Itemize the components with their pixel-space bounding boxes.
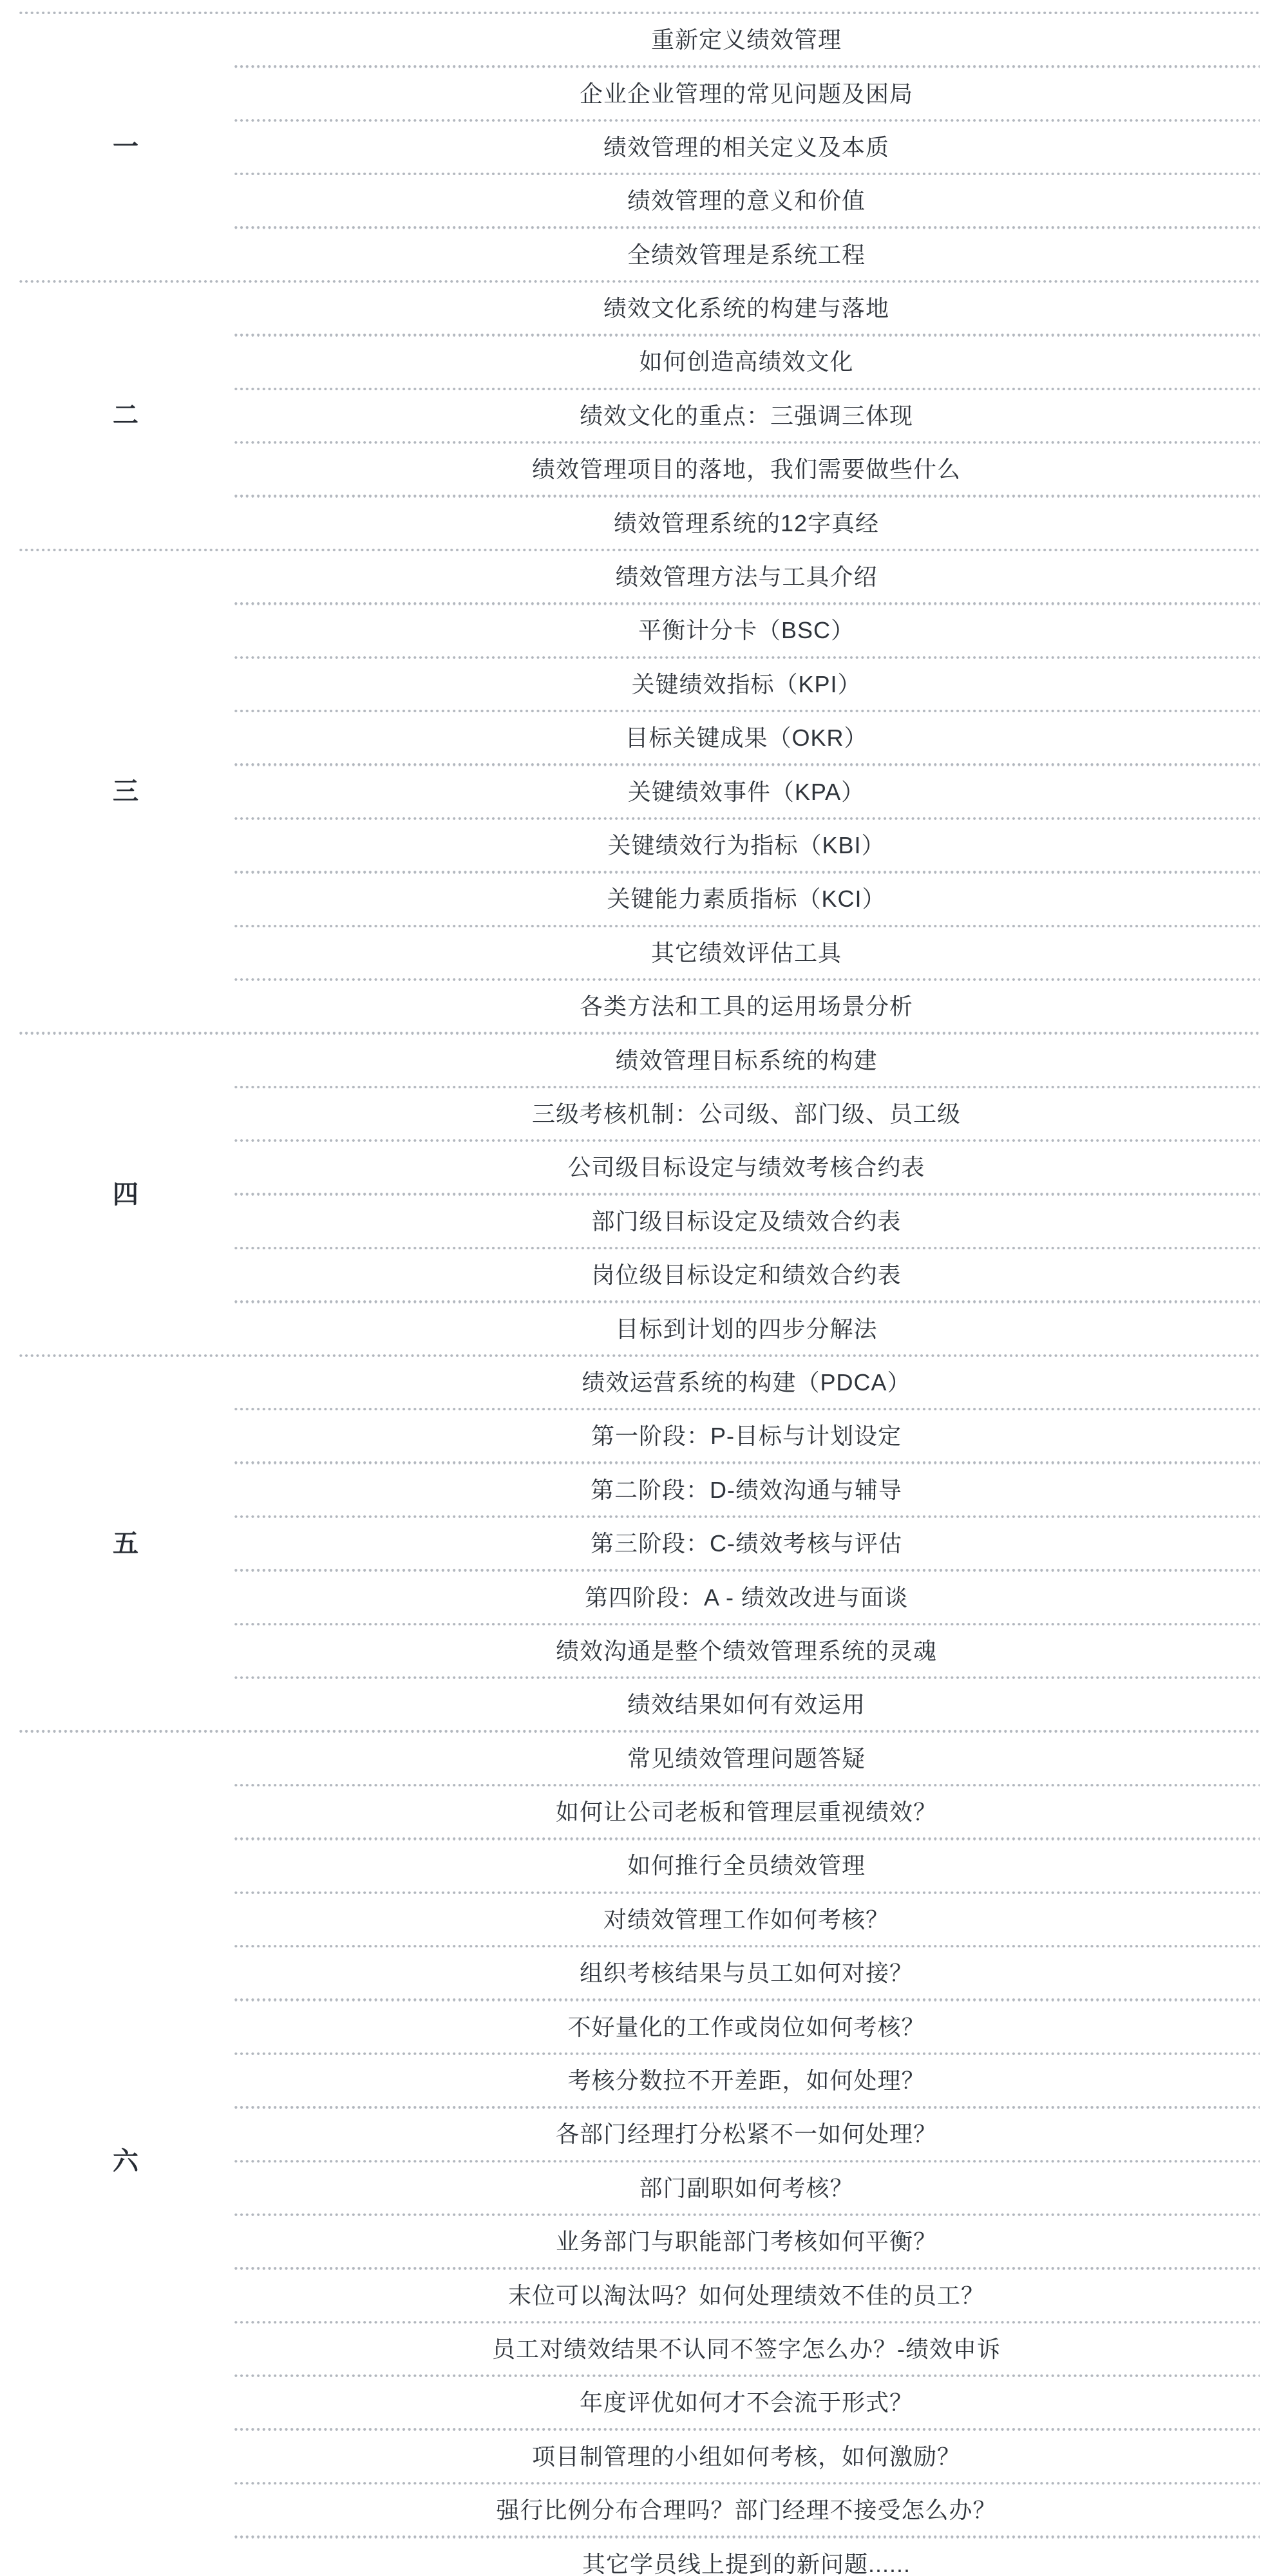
topic-row <box>233 1839 1260 1892</box>
section-topic-list <box>233 281 1260 550</box>
topic-title: 对绩效管理工作如何考核？ <box>603 1906 889 1933</box>
topic-title: 组织考核结果与员工如何对接？ <box>579 1960 913 1987</box>
topic-row <box>233 1946 1260 2000</box>
section-divider-dotted <box>18 1354 1260 1357</box>
topic-title: 目标关键成果（OKR） <box>625 724 868 752</box>
section-number-column <box>18 13 233 281</box>
topic-row <box>233 1732 1260 1785</box>
topic-row <box>233 1409 1260 1463</box>
topic-title: 绩效文化系统的构建与落地 <box>603 295 889 322</box>
topic-row <box>233 1624 1260 1678</box>
topic-row <box>233 13 1260 66</box>
topic-title: 绩效运营系统的构建（PDCA） <box>582 1368 911 1396</box>
topic-title: 全绩效管理是系统工程 <box>627 241 866 268</box>
topic-title: 目标到计划的四步分解法 <box>615 1315 878 1342</box>
section-number-column <box>18 1033 233 1355</box>
section-number-label: 三 <box>113 777 138 806</box>
topic-row <box>233 2000 1260 2054</box>
topic-row <box>233 1302 1260 1355</box>
topic-row <box>233 1248 1260 1302</box>
topic-title: 三级考核机制：公司级、部门级、员工级 <box>531 1100 961 1127</box>
topic-title: 第四阶段：A - 绩效改进与面谈 <box>584 1584 909 1611</box>
topic-title: 第三阶段：C-绩效考核与评估 <box>591 1530 902 1557</box>
topic-title: 绩效结果如何有效运用 <box>627 1691 866 1718</box>
section-divider-dotted <box>18 549 1260 551</box>
topic-title: 项目制管理的小组如何考核，如何激励？ <box>531 2443 961 2470</box>
topic-title: 企业企业管理的常见问题及困局 <box>579 80 913 107</box>
topic-row <box>233 2537 1260 2576</box>
topic-row <box>233 1195 1260 1248</box>
topic-title: 平衡计分卡（BSC） <box>638 617 855 644</box>
topic-row <box>233 1785 1260 1839</box>
topic-title: 岗位级目标设定和绩效合约表 <box>591 1262 902 1289</box>
section-divider-dotted <box>18 1730 1260 1732</box>
topic-title: 绩效管理系统的12字真经 <box>613 509 880 536</box>
topic-title: 如何创造高绩效文化 <box>639 348 854 375</box>
topic-title: 绩效沟通是整个绩效管理系统的灵魂 <box>555 1637 937 1664</box>
topic-title: 绩效管理项目的落地，我们需要做些什么 <box>531 456 961 483</box>
topic-title: 绩效管理的相关定义及本质 <box>603 133 889 160</box>
topic-row <box>233 1570 1260 1624</box>
section-number-column <box>18 1732 233 2576</box>
topic-row <box>233 2376 1260 2429</box>
section-number-label: 六 <box>113 2146 138 2175</box>
topic-row <box>233 1893 1260 1946</box>
topic-title: 员工对绩效结果不认同不签字怎么办？-绩效申诉 <box>492 2335 1001 2362</box>
topic-row <box>233 765 1260 819</box>
topic-title: 第一阶段：P-目标与计划设定 <box>591 1423 902 1450</box>
topic-row <box>233 1141 1260 1194</box>
section-topic-list <box>233 1033 1260 1355</box>
topic-row <box>233 120 1260 174</box>
topic-row <box>233 1033 1260 1086</box>
topic-row <box>233 658 1260 711</box>
topic-title: 考核分数拉不开差距，如何处理？ <box>567 2067 925 2094</box>
section-number-label: 四 <box>113 1180 138 1209</box>
section-number-label: 五 <box>113 1529 138 1558</box>
topic-row <box>233 2483 1260 2537</box>
topic-title: 关键能力素质指标（KCI） <box>607 886 886 913</box>
topic-title: 年度评优如何才不会流于形式？ <box>579 2389 913 2416</box>
topic-row <box>233 980 1260 1033</box>
topic-title: 其它学员线上提到的新问题...... <box>582 2550 911 2576</box>
topic-row <box>233 281 1260 335</box>
topic-row <box>233 1087 1260 1141</box>
topic-row <box>233 2430 1260 2483</box>
topic-row <box>233 1678 1260 1731</box>
topic-title: 绩效管理目标系统的构建 <box>615 1046 878 1074</box>
topic-row <box>233 603 1260 657</box>
section-number-column <box>18 281 233 550</box>
topic-title: 重新定义绩效管理 <box>650 26 842 53</box>
outline-section <box>18 1732 1260 2576</box>
topic-title: 其它绩效评估工具 <box>650 939 842 966</box>
section-topic-list <box>233 1356 1260 1732</box>
topic-title: 不好量化的工作或岗位如何考核？ <box>567 2013 925 2040</box>
outline-section <box>18 550 1260 1034</box>
topic-title: 常见绩效管理问题答疑 <box>627 1745 866 1772</box>
topic-row <box>233 711 1260 764</box>
topic-row <box>233 389 1260 442</box>
topic-title: 绩效文化的重点：三强调三体现 <box>579 402 913 429</box>
topic-title: 关键绩效事件（KPA） <box>627 778 866 805</box>
topic-row <box>233 174 1260 227</box>
topic-title: 绩效管理的意义和价值 <box>627 187 866 214</box>
section-number-column <box>18 1356 233 1732</box>
outline-section <box>18 281 1260 550</box>
section-divider-dotted <box>18 12 1260 14</box>
topic-row <box>233 1356 1260 1409</box>
topic-title: 部门副职如何考核？ <box>639 2174 854 2201</box>
topic-row <box>233 2054 1260 2107</box>
topic-row <box>233 819 1260 872</box>
topic-title: 第二阶段：D-绩效沟通与辅导 <box>591 1476 902 1503</box>
topic-title: 如何让公司老板和管理层重视绩效？ <box>555 1799 937 1826</box>
topic-row <box>233 1517 1260 1570</box>
topic-title: 关键绩效指标（KPI） <box>631 670 862 697</box>
topic-title: 业务部门与职能部门考核如何平衡？ <box>555 2228 937 2255</box>
topic-row <box>233 2215 1260 2268</box>
section-number-label: 一 <box>113 133 138 162</box>
section-divider-dotted <box>18 1032 1260 1034</box>
topic-row <box>233 335 1260 388</box>
section-divider-dotted <box>18 280 1260 283</box>
topic-title: 关键绩效行为指标（KBI） <box>607 832 886 858</box>
topic-title: 部门级目标设定及绩效合约表 <box>591 1208 902 1235</box>
topic-row <box>233 550 1260 603</box>
topic-title: 末位可以淘汰吗？如何处理绩效不佳的员工？ <box>507 2282 985 2309</box>
outline-section <box>18 1356 1260 1732</box>
topic-title: 各类方法和工具的运用场景分析 <box>579 993 913 1020</box>
topic-row <box>233 228 1260 281</box>
topic-row <box>233 66 1260 120</box>
topic-row <box>233 2161 1260 2215</box>
section-number-label: 二 <box>113 401 138 430</box>
section-topic-list <box>233 1732 1260 2576</box>
topic-row <box>233 872 1260 925</box>
topic-row <box>233 926 1260 980</box>
topic-row <box>233 2107 1260 2161</box>
topic-row <box>233 2269 1260 2322</box>
topic-row <box>233 2322 1260 2376</box>
topic-row <box>233 442 1260 496</box>
topic-title: 各部门经理打分松紧不一如何处理？ <box>555 2121 937 2148</box>
topic-title: 强行比例分布合理吗？部门经理不接受怎么办？ <box>496 2497 997 2524</box>
outline-section <box>18 13 1260 281</box>
topic-title: 绩效管理方法与工具介绍 <box>615 564 878 591</box>
outline-section <box>18 1033 1260 1355</box>
topic-title: 如何推行全员绩效管理 <box>627 1852 866 1879</box>
section-number-column <box>18 550 233 1034</box>
topic-row <box>233 497 1260 550</box>
section-topic-list <box>233 550 1260 1034</box>
topic-row <box>233 1463 1260 1517</box>
section-topic-list <box>233 13 1260 281</box>
topic-title: 公司级目标设定与绩效考核合约表 <box>567 1154 925 1181</box>
